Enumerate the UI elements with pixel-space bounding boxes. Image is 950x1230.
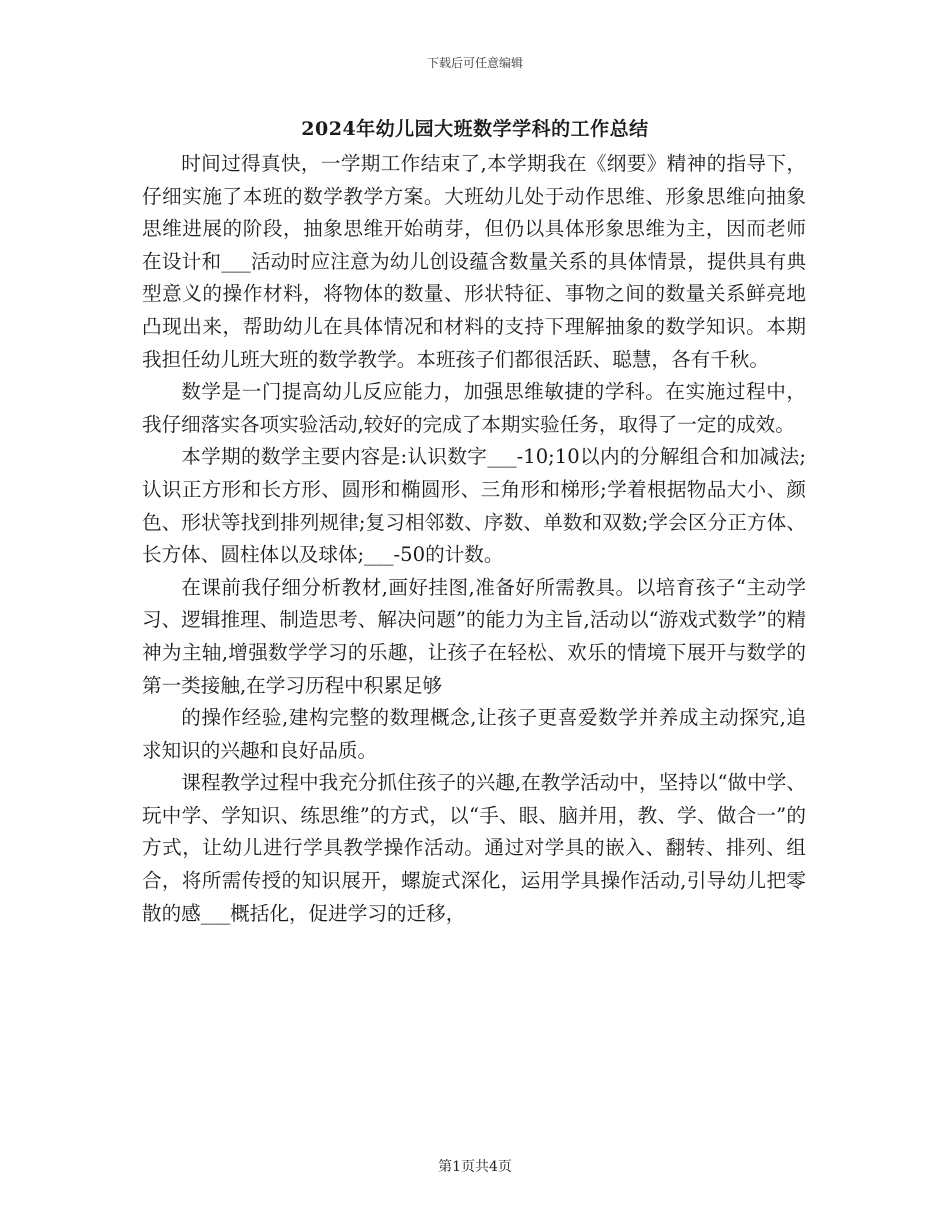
paragraph-2: 数学是一门提高幼儿反应能力，加强思维敏捷的学科。在实施过程中，我仔细落实各项实验活动,较好的完成了本期实验任务，取得了一定的成效。	[142, 380, 806, 436]
document-title: 2024年幼儿园大班数学学科的工作总结	[301, 118, 649, 140]
paragraph-5: 的操作经验,建构完整的数理概念,让孩子更喜爱数学并养成主动探究,追求知识的兴趣和良好品质。	[142, 706, 806, 762]
paragraph-3: 本学期的数学主要内容是:认识数字___-10;10以内的分解组合和加减法;认识正方形和长方形、圆形和椭圆形、三角形和梯形;学着根据物品大小、颜色、形状等找到排列规律;复习相邻数、序数、单数和双数;学会区分正方体、长方体、圆柱体以及球体;___-50的计数。	[142, 445, 806, 567]
document-body	[142, 148, 806, 930]
page-number: 第1页共4页	[438, 1159, 512, 1175]
paragraph-1: 时间过得真快，一学期工作结束了,本学期我在《纲要》精神的指导下，仔细实施了本班的数学教学方案。大班幼儿处于动作思维、形象思维向抽象思维进展的阶段，抽象思维开始萌芽，但仍以具体形象思维为主，因而老师在设计和___活动时应注意为幼儿创设蕴含数量关系的具体情景，提供具有典型意义的操作材料，将物体的数量、形状特征、事物之间的数量关系鲜亮地凸现出来，帮助幼儿在具体情况和材料的支持下理解抽象的数学知识。本期我担任幼儿班大班的数学教学。本班孩子们都很活跃、聪慧，各有千秋。	[142, 152, 806, 371]
paragraph-6: 课程教学过程中我充分抓住孩子的兴趣,在教学活动中，坚持以“做中学、玩中学、学知识、练思维”的方式，以“手、眼、脑并用，教、学、做合一”的方式，让幼儿进行学具教学操作活动。通过对学具的嵌入、翻转、排列、组合，将所需传授的知识展开，螺旋式深化，运用学具操作活动,引导幼儿把零散的感___概括化，促进学习的迁移，	[142, 771, 806, 925]
header-note: 下载后可任意编辑	[426, 56, 523, 70]
paragraph-4: 在课前我仔细分析教材,画好挂图,准备好所需教具。以培育孩子“主动学习、逻辑推理、制造思考、解决问题”的能力为主旨,活动以“游戏式数学”的精神为主轴,增强数学学习的乐趣，让孩子在轻松、欢乐的情境下展开与数学的第一类接触,在学习历程中积累足够	[142, 575, 806, 697]
